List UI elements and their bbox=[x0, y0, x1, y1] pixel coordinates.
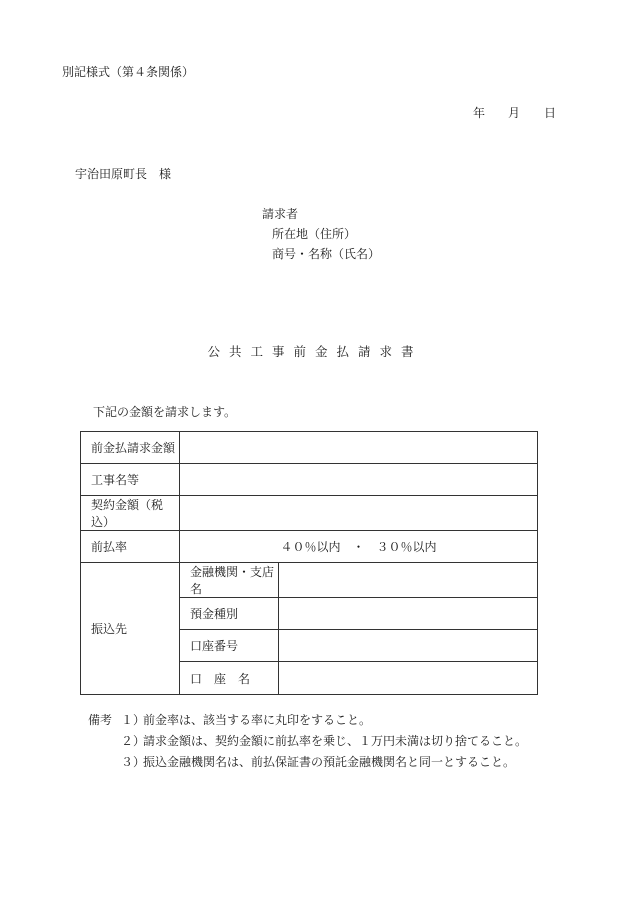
account-number-field[interactable] bbox=[279, 630, 538, 662]
table-row bbox=[81, 563, 538, 598]
note-item bbox=[88, 752, 527, 773]
requester-name-label: 商号・名称（氏名） bbox=[272, 247, 381, 261]
intro-text: 下記の金額を請求します。 bbox=[93, 405, 237, 419]
note-number: ３） bbox=[121, 755, 146, 769]
request-form-table bbox=[80, 431, 538, 695]
requester-label: 請求者 bbox=[262, 207, 299, 221]
project-name-label: 工事名等 bbox=[81, 464, 180, 496]
bank-branch-label: 金融機関・支店名 bbox=[180, 563, 279, 598]
account-name-label: 口 座 名 bbox=[180, 662, 279, 695]
table-row bbox=[81, 432, 538, 464]
deposit-type-label: 預金種別 bbox=[180, 598, 279, 630]
table-row bbox=[81, 531, 538, 563]
advance-rate-label: 前払率 bbox=[81, 531, 180, 563]
date-month-label: 月 bbox=[508, 106, 521, 120]
table-row bbox=[81, 464, 538, 496]
note-item bbox=[88, 710, 527, 731]
project-name-field[interactable] bbox=[180, 464, 538, 496]
contract-amount-field[interactable] bbox=[180, 496, 538, 531]
note-number: ２） bbox=[121, 734, 146, 748]
notes-heading: 備考 bbox=[88, 713, 113, 727]
note-item bbox=[88, 731, 527, 752]
advance-amount-label: 前金払請求金額 bbox=[81, 432, 180, 464]
note-number: １） bbox=[121, 713, 146, 727]
deposit-type-field[interactable] bbox=[279, 598, 538, 630]
note-text: 振込金融機関名は、前払保証書の預託金融機関名と同一とすること。 bbox=[143, 755, 516, 769]
contract-amount-label: 契約金額（税込） bbox=[81, 496, 180, 531]
requester-address-label: 所在地（住所） bbox=[272, 227, 357, 241]
form-reference: 別記様式（第４条関係） bbox=[62, 65, 195, 79]
advance-amount-field[interactable] bbox=[180, 432, 538, 464]
note-text: 前金率は、該当する率に丸印をすること。 bbox=[143, 713, 372, 727]
table-row bbox=[81, 496, 538, 531]
bank-branch-field[interactable] bbox=[279, 563, 538, 598]
document-title: 公共工事前金払請求書 bbox=[207, 344, 423, 359]
advance-rate-options[interactable]: ４０％以内 ・ ３０％以内 bbox=[180, 531, 538, 563]
date-year-label: 年 bbox=[473, 106, 486, 120]
date-day-label: 日 bbox=[544, 106, 557, 120]
transfer-label: 振込先 bbox=[81, 563, 180, 695]
notes bbox=[88, 710, 527, 773]
account-number-label: 口座番号 bbox=[180, 630, 279, 662]
account-name-field[interactable] bbox=[279, 662, 538, 695]
addressee: 宇治田原町長 様 bbox=[75, 167, 172, 181]
note-text: 請求金額は、契約金額に前払率を乗じ、１万円未満は切り捨てること。 bbox=[143, 734, 528, 748]
